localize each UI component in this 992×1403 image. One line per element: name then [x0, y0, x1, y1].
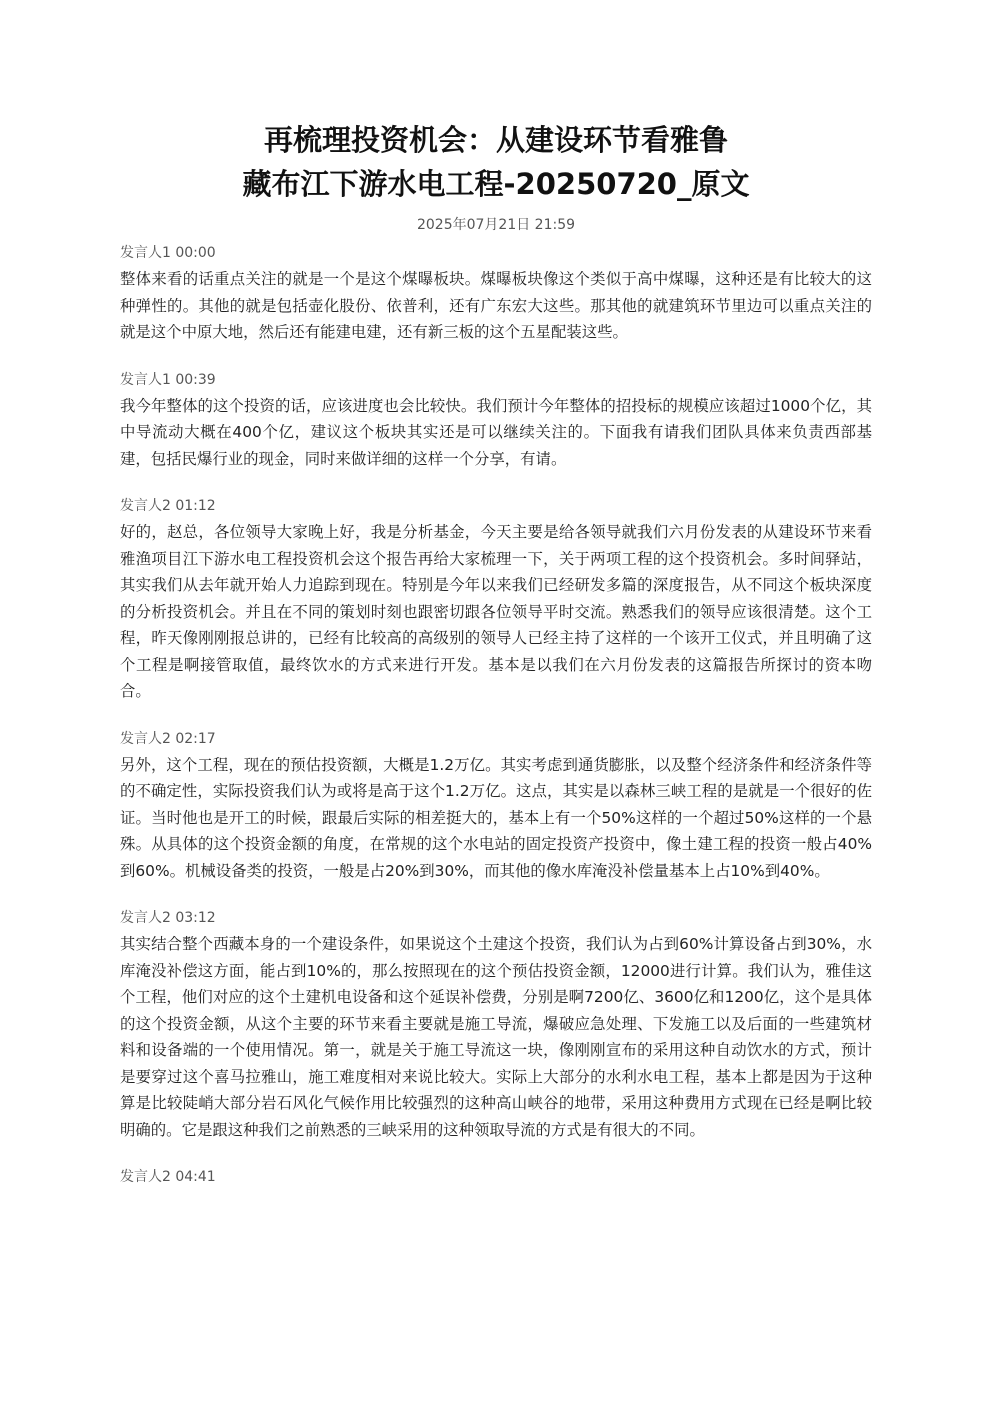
- transcript-segment: [120, 367, 872, 473]
- title-line-1: 再梳理投资机会：从建设环节看雅鲁: [263, 123, 728, 157]
- speaker-timestamp: 发言人2 03:12: [120, 910, 216, 926]
- speaker-timestamp: 发言人2 01:12: [120, 498, 216, 514]
- document-date: 2025年07月21日 21:59: [416, 217, 576, 233]
- segment-text: 好的，赵总，各位领导大家晚上好，我是分析基金，今天主要是给各领导就我们六月份发表的从建设环节来看雅渔项目江下游水电工程投资机会这个报告再给大家梳理一下，关于两项工程的这个投资机会。多时间驿站，其实我们从去年就开始人力追踪到现在。特别是今年以来我们已经研发多篇的深度报告，从不同这个板块深度的分析投资机会。并且在不同的策划时刻也跟密切跟各位领导平时交流。熟悉我们的领导应该很清楚。这个工程，昨天像刚刚报总讲的，已经有比较高的高级别的领导人已经主持了这样的一个该开工仪式，并且明确了这个工程是啊接管取值，最终饮水的方式来进行开发。基本是以我们在六月份发表的这篇报告所探讨的资本吻合。: [120, 523, 872, 700]
- segment-text: 另外，这个工程，现在的预估投资额，大概是1.2万亿。其实考虑到通货膨胀，以及整个经济条件和经济条件等的不确定性，实际投资我们认为或将是高于这个1.2万亿。这点，其实是以森林三峡工程的是就是一个很好的佐证。当时他也是开工的时候，跟最后实际的相差挺大的，基本上有一个50%这样的一个超过50%这样的一个悬殊。从具体的这个投资金额的角度，在常规的这个水电站的固定投资产投资中，像土建工程的投资一般占40%到60%。机械设备类的投资，一般是占20%到30%，而其他的像水库淹没补偿量基本上占10%到40%。: [120, 755, 872, 880]
- speaker-timestamp: 发言人2 04:41: [120, 1169, 216, 1185]
- transcript-segment: [120, 240, 872, 346]
- document-title: [120, 118, 872, 206]
- speaker-timestamp: 发言人2 02:17: [120, 730, 216, 747]
- segment-text: 我今年整体的这个投资的话，应该进度也会比较快。我们预计今年整体的招投标的规模应该超过1000个亿，其中导流动大概在400个亿，建议这个板块其实还是可以继续关注的。下面我有请我们团队具体来负责西部基建，包括民爆行业的现金，同时来做详细的这样一个分享，有请。: [120, 396, 872, 468]
- segment-text: 其实结合整个西藏本身的一个建设条件，如果说这个土建这个投资，我们认为占到60%计算设备占到30%，水库淹没补偿这方面，能占到10%的，那么按照现在的这个预估投资金额，12000进行计算。我们认为，雅佳这个工程，他们对应的这个土建机电设备和这个延误补偿费，分别是啊7200亿、3600亿和1200亿，这个是具体的这个投资金额，从这个主要的环节来看主要就是施工导流，爆破应急处理、下发施工以及后面的一些建筑材料和设备端的一个使用情况。第一，就是关于施工导流这一块，像刚刚宣布的采用这种自动饮水的方式，预计是要穿过这个喜马拉雅山，施工难度相对来说比较大。实际上大部分的水利水电工程，基本上都是因为于这种算是比较陡峭大部分岩石风化气候作用比较强烈的这种高山峡谷的地带，采用这种费用方式现在已经是啊比较明确的。它是跟这种我们之前熟悉的三峡采用的这种领取导流的方式是有很大的不同。: [120, 935, 872, 1139]
- title-line-2: 藏布江下游水电工程-20250720_原文: [242, 167, 750, 201]
- transcript-segment: [120, 726, 872, 885]
- speaker-timestamp: 发言人1 00:00: [120, 245, 216, 261]
- speaker-timestamp: 发言人1 00:39: [120, 371, 216, 388]
- transcript-segment: [120, 1164, 872, 1190]
- transcript-segment: [120, 905, 872, 1143]
- transcript-segment: [120, 493, 872, 705]
- segment-text: 整体来看的话重点关注的就是一个是这个煤曝板块。煤曝板块像这个类似于高中煤曝，这种还是有比较大的这种弹性的。其他的就是包括壶化股份、依普利，还有广东宏大这些。那其他的就建筑环节里边可以重点关注的就是这个中原大地，然后还有能建电建，还有新三板的这个五星配装这些。: [120, 270, 872, 341]
